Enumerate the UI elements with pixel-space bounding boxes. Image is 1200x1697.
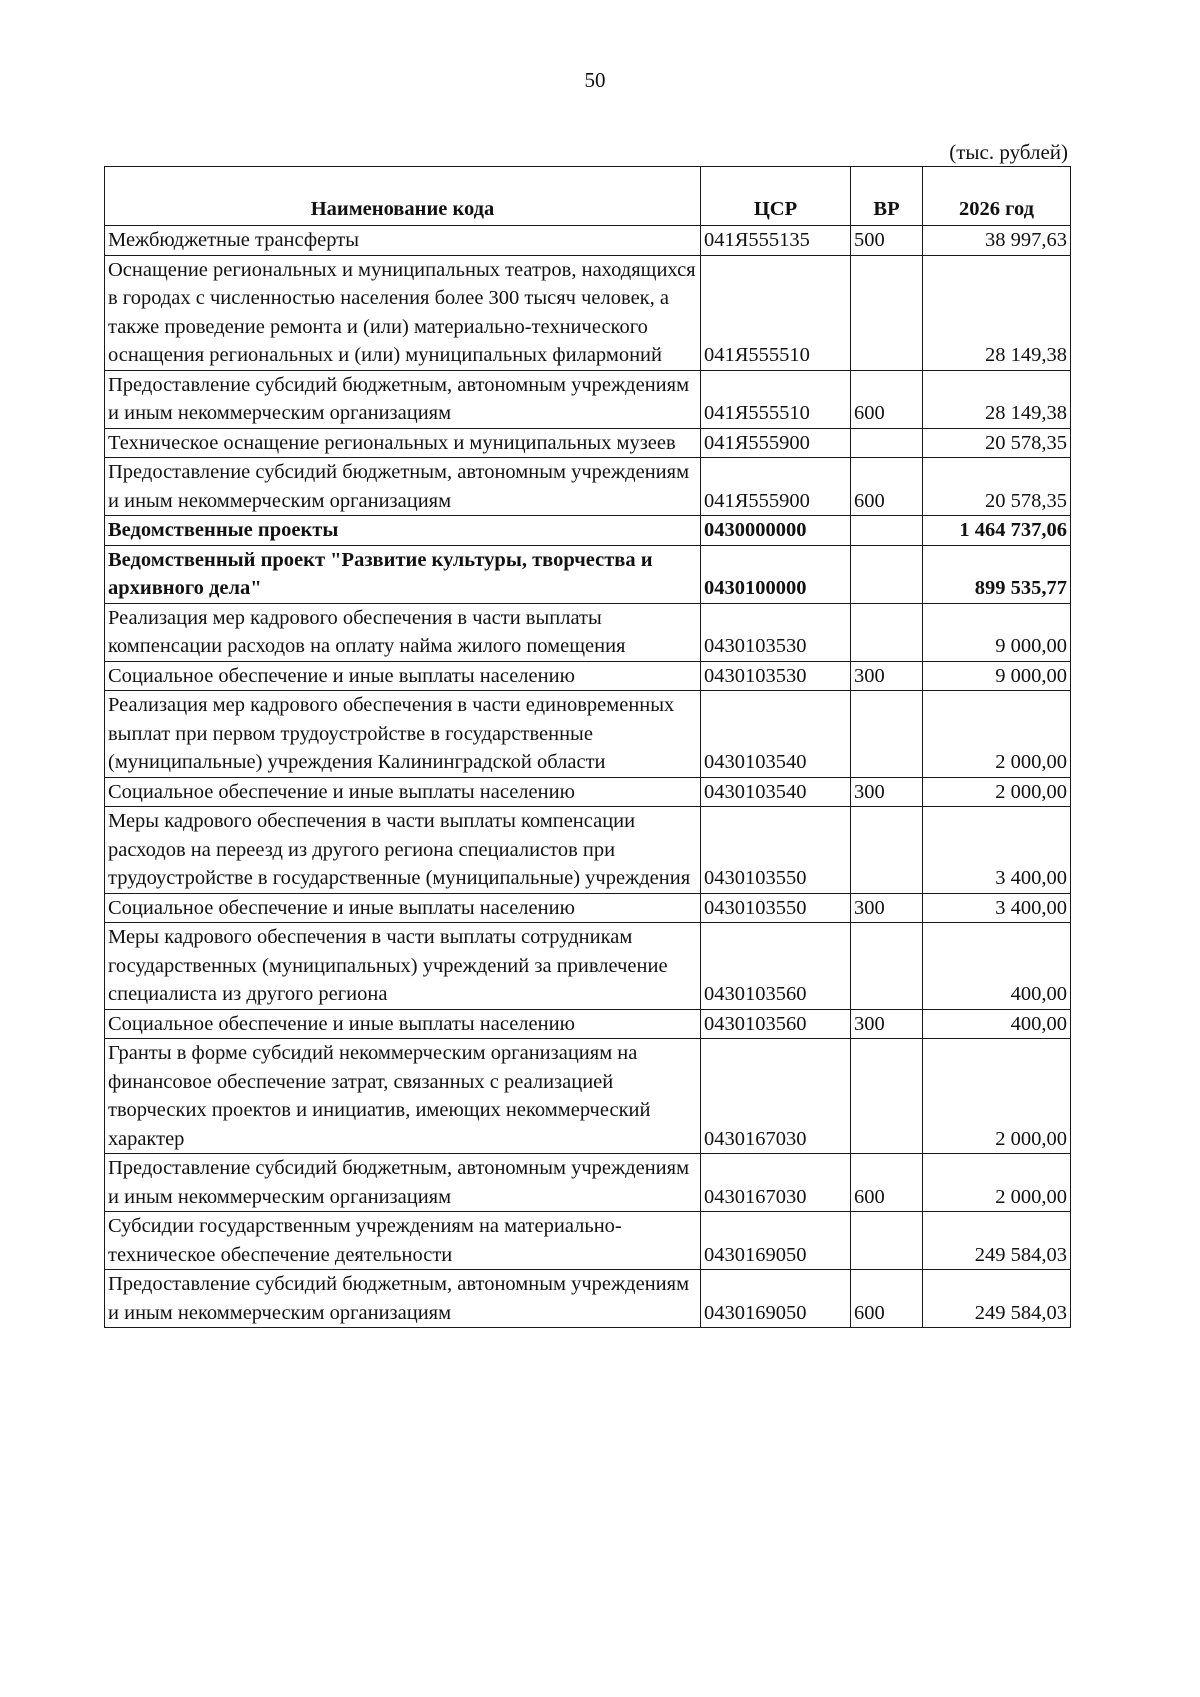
- budget-table: [104, 166, 1071, 1328]
- cell-amount: 899 535,77: [923, 545, 1071, 603]
- table-row: [105, 691, 1071, 778]
- cell-csr: 0430103560: [701, 1009, 851, 1039]
- cell-csr: 041Я555135: [701, 226, 851, 256]
- cell-name: Меры кадрового обеспечения в части выплаты сотрудникам государственных (муниципальных) учреждений за привлечение специалиста из другого региона: [105, 923, 701, 1010]
- cell-vr: [851, 603, 923, 661]
- cell-csr: 041Я555900: [701, 428, 851, 458]
- cell-amount: 20 578,35: [923, 458, 1071, 516]
- cell-name: Субсидии государственным учреждениям на материально-техническое обеспечение деятельности: [105, 1212, 701, 1270]
- cell-csr: 0430100000: [701, 545, 851, 603]
- table-row: [105, 545, 1071, 603]
- cell-csr: 041Я555510: [701, 370, 851, 428]
- cell-csr: 0430103540: [701, 777, 851, 807]
- page-number: 50: [584, 68, 606, 92]
- cell-amount: 249 584,03: [923, 1212, 1071, 1270]
- cell-amount: 20 578,35: [923, 428, 1071, 458]
- cell-vr: [851, 255, 923, 370]
- cell-amount: 2 000,00: [923, 1154, 1071, 1212]
- table-row: [105, 661, 1071, 691]
- cell-name: Предоставление субсидий бюджетным, автономным учреждениям и иным некоммерческим организациям: [105, 1270, 701, 1328]
- units-label: (тыс. рублей): [949, 140, 1068, 164]
- cell-vr: 300: [851, 777, 923, 807]
- cell-csr: 0430103560: [701, 923, 851, 1010]
- cell-vr: [851, 1212, 923, 1270]
- header-vr: ВР: [851, 167, 923, 226]
- table-row: [105, 1009, 1071, 1039]
- cell-name: Социальное обеспечение и иные выплаты населению: [105, 893, 701, 923]
- cell-csr: 0430103550: [701, 807, 851, 894]
- cell-name: Предоставление субсидий бюджетным, автономным учреждениям и иным некоммерческим организациям: [105, 370, 701, 428]
- table-row: [105, 255, 1071, 370]
- cell-vr: 600: [851, 370, 923, 428]
- cell-name: Социальное обеспечение и иные выплаты населению: [105, 1009, 701, 1039]
- cell-name: Социальное обеспечение и иные выплаты населению: [105, 661, 701, 691]
- cell-name: Межбюджетные трансферты: [105, 226, 701, 256]
- cell-csr: 0430103530: [701, 603, 851, 661]
- cell-vr: [851, 1039, 923, 1154]
- cell-amount: 3 400,00: [923, 893, 1071, 923]
- cell-csr: 041Я555510: [701, 255, 851, 370]
- table-row: [105, 1154, 1071, 1212]
- cell-csr: 0430000000: [701, 516, 851, 546]
- cell-vr: 300: [851, 893, 923, 923]
- cell-name: Оснащение региональных и муниципальных театров, находящихся в городах с численностью населения более 300 тысяч человек, а также проведение ремонта и (или) материально-технического оснащения региональных и (или) муниципальных филармоний: [105, 255, 701, 370]
- cell-name: Предоставление субсидий бюджетным, автономным учреждениям и иным некоммерческим организациям: [105, 1154, 701, 1212]
- table-row: [105, 516, 1071, 546]
- cell-amount: 249 584,03: [923, 1270, 1071, 1328]
- cell-amount: 28 149,38: [923, 370, 1071, 428]
- cell-vr: [851, 807, 923, 894]
- table-row: [105, 807, 1071, 894]
- cell-vr: [851, 516, 923, 546]
- table-row: [105, 777, 1071, 807]
- table-row: [105, 1270, 1071, 1328]
- cell-csr: 041Я555900: [701, 458, 851, 516]
- cell-vr: 600: [851, 1270, 923, 1328]
- cell-vr: 600: [851, 1154, 923, 1212]
- cell-name: Гранты в форме субсидий некоммерческим организациям на финансовое обеспечение затрат, связанных с реализацией творческих проектов и инициатив, имеющих некоммерческий характер: [105, 1039, 701, 1154]
- cell-amount: 400,00: [923, 1009, 1071, 1039]
- cell-csr: 0430103550: [701, 893, 851, 923]
- cell-name: Предоставление субсидий бюджетным, автономным учреждениям и иным некоммерческим организациям: [105, 458, 701, 516]
- table-row: [105, 1212, 1071, 1270]
- cell-name: Меры кадрового обеспечения в части выплаты компенсации расходов на переезд из другого региона специалистов при трудоустройстве в государственные (муниципальные) учреждения: [105, 807, 701, 894]
- cell-name: Ведомственные проекты: [105, 516, 701, 546]
- cell-vr: 500: [851, 226, 923, 256]
- table-row: [105, 603, 1071, 661]
- cell-csr: 0430169050: [701, 1270, 851, 1328]
- cell-name: Ведомственный проект "Развитие культуры, творчества и архивного дела": [105, 545, 701, 603]
- table-row: [105, 923, 1071, 1010]
- cell-csr: 0430103540: [701, 691, 851, 778]
- cell-name: Техническое оснащение региональных и муниципальных музеев: [105, 428, 701, 458]
- cell-vr: [851, 691, 923, 778]
- cell-amount: 1 464 737,06: [923, 516, 1071, 546]
- cell-vr: [851, 923, 923, 1010]
- table-row: [105, 458, 1071, 516]
- cell-amount: 9 000,00: [923, 661, 1071, 691]
- cell-vr: [851, 545, 923, 603]
- cell-name: Реализация мер кадрового обеспечения в части единовременных выплат при первом трудоустройстве в государственные (муниципальные) учреждения Калининградской области: [105, 691, 701, 778]
- cell-vr: 600: [851, 458, 923, 516]
- cell-csr: 0430169050: [701, 1212, 851, 1270]
- header-name: Наименование кода: [105, 167, 701, 226]
- table-body: [105, 226, 1071, 1328]
- cell-csr: 0430167030: [701, 1039, 851, 1154]
- cell-amount: 2 000,00: [923, 691, 1071, 778]
- cell-amount: 2 000,00: [923, 1039, 1071, 1154]
- cell-vr: [851, 428, 923, 458]
- table-row: [105, 1039, 1071, 1154]
- cell-vr: 300: [851, 1009, 923, 1039]
- cell-amount: 3 400,00: [923, 807, 1071, 894]
- cell-vr: 300: [851, 661, 923, 691]
- table-row: [105, 226, 1071, 256]
- cell-name: Социальное обеспечение и иные выплаты населению: [105, 777, 701, 807]
- table-row: [105, 893, 1071, 923]
- table-row: [105, 370, 1071, 428]
- header-amount: 2026 год: [923, 167, 1071, 226]
- cell-csr: 0430103530: [701, 661, 851, 691]
- header-csr: ЦСР: [701, 167, 851, 226]
- cell-csr: 0430167030: [701, 1154, 851, 1212]
- cell-amount: 9 000,00: [923, 603, 1071, 661]
- table-row: [105, 428, 1071, 458]
- cell-amount: 400,00: [923, 923, 1071, 1010]
- cell-amount: 38 997,63: [923, 226, 1071, 256]
- table-header-row: [105, 167, 1071, 226]
- cell-amount: 28 149,38: [923, 255, 1071, 370]
- cell-amount: 2 000,00: [923, 777, 1071, 807]
- cell-name: Реализация мер кадрового обеспечения в части выплаты компенсации расходов на оплату найма жилого помещения: [105, 603, 701, 661]
